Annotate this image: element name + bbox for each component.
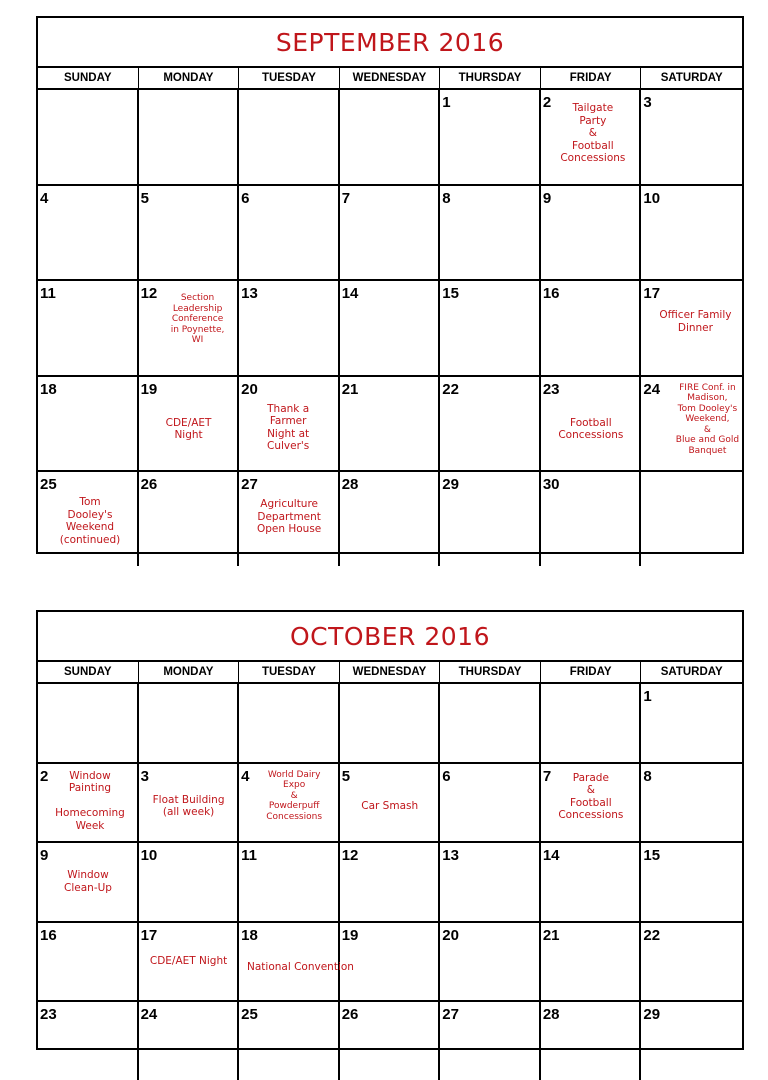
national-convention-event: National Convention	[247, 961, 354, 973]
day-cell[interactable]	[239, 764, 340, 842]
day-number: 22	[442, 380, 459, 398]
day-number: 4	[241, 767, 250, 785]
day-number: 14	[542, 847, 560, 864]
day-number: 22	[643, 926, 661, 944]
day-number: 17	[140, 926, 158, 944]
day-header: SUNDAY	[38, 662, 139, 682]
day-header: WEDNESDAY	[340, 68, 441, 88]
week-row	[38, 186, 742, 282]
day-number: 16	[40, 926, 57, 944]
day-number: 15	[643, 847, 661, 864]
day-cell[interactable]	[139, 90, 240, 184]
day-cell[interactable]	[541, 281, 642, 375]
day-number: 27	[442, 1006, 459, 1023]
event-text: World Dairy Expo & Powderpuff Concessions	[266, 769, 323, 822]
day-cell[interactable]	[239, 281, 340, 375]
day-number: 11	[241, 847, 257, 864]
day-number: 19	[140, 380, 158, 398]
event-text: Thank a Farmer Night at Culver's	[267, 402, 310, 452]
day-cell[interactable]	[340, 684, 441, 762]
day-number: 14	[341, 285, 359, 302]
week-row	[38, 377, 742, 473]
event-text: CDE/AET Night	[165, 416, 212, 441]
day-number: 27	[241, 476, 258, 493]
day-number: 29	[643, 1006, 661, 1023]
day-number: 6	[241, 189, 250, 207]
day-header: TUESDAY	[239, 68, 340, 88]
month-title: SEPTEMBER 2016	[38, 18, 742, 68]
day-number: 4	[40, 189, 49, 207]
day-number: 18	[241, 926, 258, 944]
day-header: WEDNESDAY	[340, 662, 441, 682]
week-row	[38, 281, 742, 377]
day-cell[interactable]	[641, 90, 742, 184]
day-number: 9	[542, 189, 552, 207]
day-number: 7	[542, 767, 552, 785]
day-cell[interactable]	[139, 186, 240, 280]
day-cell[interactable]	[440, 923, 541, 1001]
day-number: 15	[442, 285, 459, 302]
day-number: 16	[542, 285, 560, 302]
day-number: 24	[643, 380, 661, 398]
day-number: 13	[442, 847, 459, 864]
day-number: 3	[643, 94, 652, 111]
day-number: 25	[241, 1006, 258, 1023]
day-number: 19	[341, 926, 359, 944]
day-cell[interactable]	[239, 90, 340, 184]
day-cell[interactable]	[340, 377, 441, 471]
day-cell[interactable]	[340, 923, 441, 1001]
day-header: FRIDAY	[541, 662, 642, 682]
day-header: THURSDAY	[440, 68, 541, 88]
day-cell[interactable]	[139, 764, 240, 842]
day-cell[interactable]	[340, 90, 441, 184]
day-cell[interactable]	[38, 90, 139, 184]
day-number: 30	[542, 476, 560, 493]
event-text: Window Painting Homecoming Week	[55, 769, 125, 832]
day-cell[interactable]	[340, 843, 441, 921]
day-cell[interactable]	[541, 764, 642, 842]
day-cell[interactable]	[641, 923, 742, 1001]
day-cell[interactable]	[440, 186, 541, 280]
day-number: 11	[40, 285, 56, 302]
event-text: Tom Dooley's Weekend (continued)	[59, 496, 121, 546]
day-cell[interactable]	[340, 472, 441, 566]
event-text: Officer Family Dinner	[659, 309, 732, 334]
day-number: 24	[140, 1006, 158, 1023]
day-number: 8	[442, 189, 451, 207]
day-number: 5	[140, 189, 149, 207]
day-number: 9	[40, 847, 49, 864]
weekday-header	[38, 68, 742, 90]
day-cell[interactable]	[340, 1002, 441, 1080]
day-cell[interactable]	[38, 472, 139, 566]
day-number: 23	[40, 1006, 57, 1023]
day-number: 6	[442, 767, 451, 785]
event-text: Float Building (all week)	[152, 793, 225, 818]
day-number: 28	[542, 1006, 560, 1023]
day-number: 26	[341, 1006, 359, 1023]
day-header: TUESDAY	[239, 662, 340, 682]
day-cell[interactable]	[239, 1002, 340, 1080]
week-row	[38, 843, 742, 923]
week-row	[38, 472, 742, 566]
day-number: 18	[40, 380, 57, 398]
day-cell[interactable]	[541, 186, 642, 280]
day-cell[interactable]	[38, 764, 139, 842]
day-cell[interactable]	[239, 472, 340, 566]
day-cell[interactable]	[239, 843, 340, 921]
day-cell[interactable]	[541, 1002, 642, 1080]
day-cell[interactable]	[641, 377, 742, 471]
day-cell[interactable]	[440, 90, 541, 184]
day-cell[interactable]	[440, 764, 541, 842]
day-cell[interactable]	[38, 186, 139, 280]
day-header: THURSDAY	[440, 662, 541, 682]
october-calendar	[36, 610, 744, 1050]
day-cell[interactable]	[239, 684, 340, 762]
day-cell[interactable]	[239, 186, 340, 280]
day-number: 20	[241, 380, 258, 398]
day-number: 13	[241, 285, 258, 302]
day-header: MONDAY	[139, 68, 240, 88]
day-number: 21	[341, 380, 359, 398]
day-number: 28	[341, 476, 359, 493]
month-title: OCTOBER 2016	[38, 612, 742, 662]
day-cell[interactable]	[541, 90, 642, 184]
day-cell[interactable]	[641, 684, 742, 762]
day-cell[interactable]	[541, 684, 642, 762]
event-text: Football Concessions	[558, 416, 624, 441]
day-cell[interactable]	[139, 472, 240, 566]
day-cell[interactable]	[38, 923, 139, 1001]
day-cell[interactable]	[239, 377, 340, 471]
day-cell[interactable]	[440, 377, 541, 471]
day-number: 3	[140, 767, 149, 785]
day-header: SUNDAY	[38, 68, 139, 88]
day-header: SATURDAY	[641, 662, 742, 682]
day-header: FRIDAY	[541, 68, 642, 88]
day-cell[interactable]	[38, 377, 139, 471]
day-cell[interactable]	[340, 281, 441, 375]
week-row	[38, 90, 742, 186]
day-cell[interactable]	[139, 923, 240, 1001]
day-cell[interactable]	[38, 281, 139, 375]
day-cell[interactable]	[641, 1002, 742, 1080]
week-row	[38, 1002, 742, 1080]
day-cell[interactable]	[541, 472, 642, 566]
september-calendar	[36, 16, 744, 554]
day-cell[interactable]	[139, 843, 240, 921]
day-cell[interactable]	[440, 281, 541, 375]
day-header: SATURDAY	[641, 68, 742, 88]
day-cell[interactable]	[139, 684, 240, 762]
day-cell[interactable]	[541, 843, 642, 921]
day-cell[interactable]	[440, 1002, 541, 1080]
weekday-header	[38, 662, 742, 684]
event-text: Section Leadership Conference in Poynette, WI	[170, 293, 225, 345]
event-text: Tailgate Party & Football Concessions	[560, 102, 626, 164]
day-cell[interactable]	[641, 281, 742, 375]
day-cell[interactable]	[340, 186, 441, 280]
day-cell[interactable]	[440, 843, 541, 921]
week-row	[38, 923, 742, 1003]
day-number: 25	[40, 476, 57, 493]
event-text: Parade & Football Concessions	[558, 771, 624, 821]
day-cell[interactable]	[641, 186, 742, 280]
day-cell[interactable]	[440, 472, 541, 566]
day-cell[interactable]	[139, 377, 240, 471]
event-text: Agriculture Department Open House	[256, 498, 322, 535]
day-number: 12	[341, 847, 359, 864]
day-header: MONDAY	[139, 662, 240, 682]
week-row	[38, 764, 742, 844]
day-number: 7	[341, 189, 351, 207]
day-cell[interactable]	[440, 684, 541, 762]
day-number: 10	[140, 847, 158, 864]
day-number: 29	[442, 476, 459, 493]
day-cell[interactable]	[38, 684, 139, 762]
day-cell[interactable]	[641, 843, 742, 921]
event-text: Window Clean-Up	[64, 869, 112, 894]
day-number: 2	[542, 94, 552, 111]
day-cell[interactable]	[541, 377, 642, 471]
day-cell[interactable]	[340, 764, 441, 842]
day-number: 2	[40, 767, 49, 785]
day-number: 10	[643, 189, 661, 207]
day-number: 17	[643, 285, 661, 302]
week-row	[38, 684, 742, 764]
event-text: CDE/AET Night	[149, 954, 228, 967]
day-number: 12	[140, 285, 158, 302]
day-cell[interactable]	[139, 281, 240, 375]
day-cell[interactable]	[641, 472, 742, 566]
day-cell[interactable]	[38, 1002, 139, 1080]
day-cell[interactable]	[38, 843, 139, 921]
day-number: 8	[643, 767, 652, 785]
day-number: 20	[442, 926, 459, 944]
day-cell[interactable]	[139, 1002, 240, 1080]
day-number: 5	[341, 767, 351, 785]
day-cell[interactable]	[541, 923, 642, 1001]
day-number: 21	[542, 926, 560, 944]
day-number: 1	[442, 94, 451, 111]
day-cell[interactable]	[641, 764, 742, 842]
day-number: 26	[140, 476, 158, 493]
event-text: FIRE Conf. in Madison, Tom Dooley's Weekend, & Blue and Gold Banquet	[675, 382, 740, 456]
event-text: Car Smash	[361, 799, 419, 812]
day-number: 1	[643, 688, 652, 705]
day-number: 23	[542, 380, 560, 398]
